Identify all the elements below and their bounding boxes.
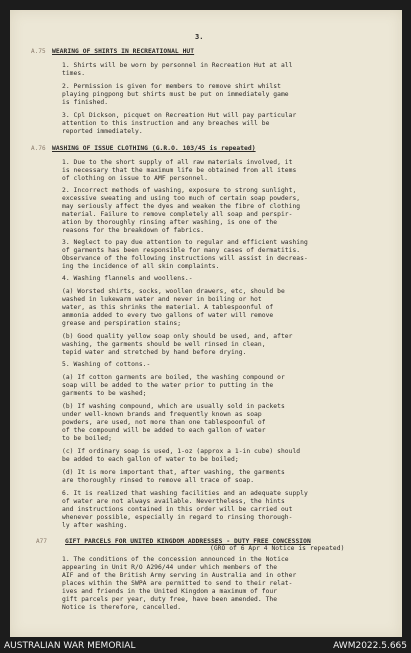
page-number: 3. xyxy=(195,33,204,41)
text-line: of clothing on issue to AMF personnel. xyxy=(62,175,208,182)
section-subheading-gift-parcels: (GRO of 6 Apr 4 Notice is repeated) xyxy=(210,545,345,552)
text-line: ives and friends in the United Kingdom a maximum of four xyxy=(62,588,278,595)
text-line: Notice is therefore, cancelled. xyxy=(62,604,182,611)
text-line: 2. Incorrect methods of washing, exposure to strong sunlight, xyxy=(62,187,297,194)
text-line: (d) It is more important that, after washing, the garments xyxy=(62,469,285,476)
text-line: may seriously affect the dyes and weaken the fibre of clothing xyxy=(62,203,301,210)
section-heading-gift-parcels: GIFT PARCELS FOR UNITED KINGDOM ADDRESSES - DUTY FREE CONCESSION xyxy=(65,538,311,545)
text-line: appearing in Unit R/O A296/44 under which members of the xyxy=(62,564,278,571)
text-line: washed in lukewarm water and never in boiling or hot xyxy=(62,296,262,303)
text-line: are thoroughly rinsed to remove all trace of soap. xyxy=(62,477,255,484)
text-line: Observance of the following instructions will assist in decreas- xyxy=(62,255,308,262)
text-line: tepid water and stretched by hand before drying. xyxy=(62,349,247,356)
text-line: 1. Shirts will be worn by personnel in Recreation Hut at all xyxy=(62,62,293,69)
text-line: ing the incidence of all skin complaints. xyxy=(62,263,220,270)
margin-note-a76: A.76 xyxy=(31,145,46,152)
text-line: (a) If cotton garments are boiled, the washing compound or xyxy=(62,374,285,381)
footer-institution: AUSTRALIAN WAR MEMORIAL xyxy=(4,641,136,651)
text-line: material. Failure to remove completely all soap and perspir- xyxy=(62,211,293,218)
text-line: AIF and of the British Army serving in Australia and in other xyxy=(62,572,297,579)
text-line: is finished. xyxy=(62,99,109,106)
footer-bar xyxy=(0,638,411,653)
text-line: (c) If ordinary soap is used, 1-oz (approx a 1-in cube) should xyxy=(62,448,301,455)
text-line: 3. Cpl Dickson, picquet on Recreation Hut will pay particular xyxy=(62,112,297,119)
text-line: under well-known brands and frequently known as soap xyxy=(62,411,262,418)
text-line: garments to be washed; xyxy=(62,390,147,397)
text-line: 1. Due to the short supply of all raw materials involved, it xyxy=(62,159,293,166)
margin-note-a77: A77 xyxy=(36,538,47,545)
text-line: 2. Permission is given for members to remove shirt whilst xyxy=(62,83,281,90)
text-line: reasons for the breakdown of fabrics. xyxy=(62,227,205,234)
document-page xyxy=(10,10,402,637)
text-line: 3. Neglect to pay due attention to regular and efficient washing xyxy=(62,239,308,246)
margin-note-a75: A.75 xyxy=(31,48,46,55)
text-line: places within the SWPA are permitted to send to their relat- xyxy=(62,580,293,587)
text-line: 5. Washing of cottons.- xyxy=(62,361,151,368)
text-line: and instructions contained in this order will be carried out xyxy=(62,506,293,513)
text-line: ly after washing. xyxy=(62,522,128,529)
text-line: (b) If washing compound, which are usually sold in packets xyxy=(62,403,285,410)
text-line: 4. Washing flannels and woollens.- xyxy=(62,275,193,282)
text-line: whenever possible, especially in regard to rinsing thorough- xyxy=(62,514,293,521)
text-line: gift parcels per year, duty free, have been amended. The xyxy=(62,596,278,603)
text-line: reported immediately. xyxy=(62,128,143,135)
text-line: be added to each gallon of water to be boiled; xyxy=(62,456,239,463)
text-line: to be boiled; xyxy=(62,435,112,442)
text-line: times. xyxy=(62,70,86,77)
text-line: of water are not always available. Nevertheless, the hints xyxy=(62,498,285,505)
text-line: excessive sweating and using too much of certain soap powders, xyxy=(62,195,301,202)
text-line: (b) Good quality yellow soap only should be used, and, after xyxy=(62,333,293,340)
text-line: (a) Worsted shirts, socks, woollen drawers, etc, should be xyxy=(62,288,285,295)
text-line: soap will be added to the water prior to putting in the xyxy=(62,382,274,389)
text-line: attention to this instruction and any breaches will be xyxy=(62,120,270,127)
text-line: water, as this shrinks the material. A tablespoonful of xyxy=(62,304,274,311)
text-line: 1. The conditions of the concession announced in the Notice xyxy=(62,556,289,563)
text-line: is necessary that the maximum life be obtained from all items xyxy=(62,167,297,174)
footer-accession-number: AWM2022.5.665 xyxy=(333,641,407,651)
text-line: of the compound will be added to each gallon of water xyxy=(62,427,266,434)
text-line: powders, are used, not more than one tablespoonful of xyxy=(62,419,266,426)
text-line: grease and perspiration stains; xyxy=(62,320,182,327)
text-line: playing pingpong but shirts must be put on immediately game xyxy=(62,91,289,98)
section-heading-shirts: WEARING OF SHIRTS IN RECREATIONAL HUT xyxy=(52,48,195,55)
text-line: ammonia added to every two gallons of water will remove xyxy=(62,312,274,319)
text-line: 6. It is realized that washing facilities and an adequate supply xyxy=(62,490,308,497)
text-line: ation by thoroughly rinsing after washing, is one of the xyxy=(62,219,278,226)
section-heading-washing: WASHING OF ISSUE CLOTHING (G.R.O. 103/45 is repeated) xyxy=(52,145,256,152)
text-line: of garments has been responsible for many cases of dermatitis. xyxy=(62,247,301,254)
text-line: washing, the garments should be well rinsed in clean, xyxy=(62,341,266,348)
